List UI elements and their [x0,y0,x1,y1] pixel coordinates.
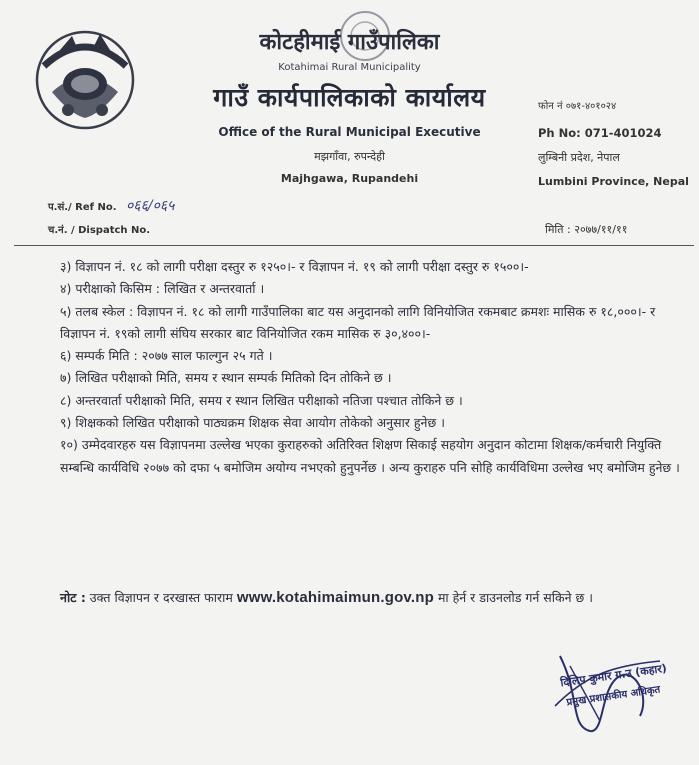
ref-value: ०६६/०६५ [126,198,175,214]
list-item: १०) उम्मेदवारहरु यस विज्ञापनमा उल्लेख भएका कुराहरुको अतिरिक्त शिक्षण सिकाई सहयोग अनुदान कोटामा शिक्षक/कर्मचारी नियुक्ति सम्बन्धि कार्यविधि २०७७ को दफा ५ बमोजिम अयोग्य नभएको हुनुपर्नेछ । अन्य कुराहरु पनि सोहि कार्यविधिमा उल्लेख भए बमोजिम हुनेछ । [60,437,680,475]
signatory-name: दिलिप कुमार ग.उ (कहार) [559,661,668,690]
phone-en: Ph No: 071-401024 [538,126,662,140]
header-divider [14,245,694,246]
notice-body [60,256,680,479]
list-item: ७) लिखित परीक्षाको मिति, समय र स्थान सम्पर्क मितिको दिन तोकिने छ । [60,370,392,386]
list-item: ६) सम्पर्क मिति : २०७७ साल फाल्गुन २५ गते । [60,348,273,364]
office-title-ne: गाउँ कार्यपालिकाको कार्यालय [213,83,486,112]
download-note [60,586,680,609]
ref-label: प.सं./ Ref No. [48,202,117,213]
ref-number [48,196,174,215]
list-item: ३) विज्ञापन नं. १८ को लागी परीक्षा दस्तुर रु १२५०।- र विज्ञापन नं. १९ को लागी परीक्षा दस्तुर रु १५००।- [60,259,529,274]
phone-ne: फोन नं ०७१-४०१०२४ [538,101,617,112]
province-en: Lumbini Province, Nepal [538,175,689,188]
office-title-en: Office of the Rural Municipal Executive [218,125,481,139]
note-text-after: मा हेर्न र डाउनलोड गर्न सकिने छ । [433,590,593,605]
municipality-title-ne: कोटहीमाई गाउँपालिका [259,30,440,55]
list-item: ४) परीक्षाको किसिम : लिखित र अन्तरवार्ता । [60,281,265,297]
address-en: Majhgawa, Rupandehi [280,172,419,185]
address-ne: मझगाँवा, रुपन्देही [314,150,385,163]
dispatch-label: च.नं. / Dispatch No. [48,225,151,236]
document-date: मिति : २०७७/११/११ [545,223,628,236]
note-text-before: उक्त विज्ञापन र दरखास्त फाराम [85,590,237,605]
list-item: ९) शिक्षकको लिखित परीक्षाको पाठ्यक्रम शिक्षक सेवा आयोग तोकेको अनुसार हुनेछ । [60,415,445,431]
list-item: ८) अन्तरवार्ता परीक्षाको मिति, समय र स्थान लिखित परीक्षाको नतिजा पश्चात तोकिने छ । [60,392,463,408]
province-ne: लुम्बिनी प्रदेश, नेपाल [538,151,620,164]
signatory-title: प्रमुख प्रशासकीय अधिकृत [565,684,661,709]
website-link[interactable]: www.kotahimaimun.gov.np [236,589,434,606]
note-label: नोट : [60,590,86,605]
list-item: ५) तलब स्केल : विज्ञापन नं. १८ को लागी गाउँपालिका बाट यस अनुदानको लागि विनियोजित रकमबाट क्रमशः मासिक रु १८,०००।- र विज्ञापन नं. १९को लागी संघिय सरकार बाट विनियोजित रकम मासिक रु ३०,४००।- [60,303,656,341]
municipality-title-en: Kotahimai Rural Municipality [278,62,421,73]
